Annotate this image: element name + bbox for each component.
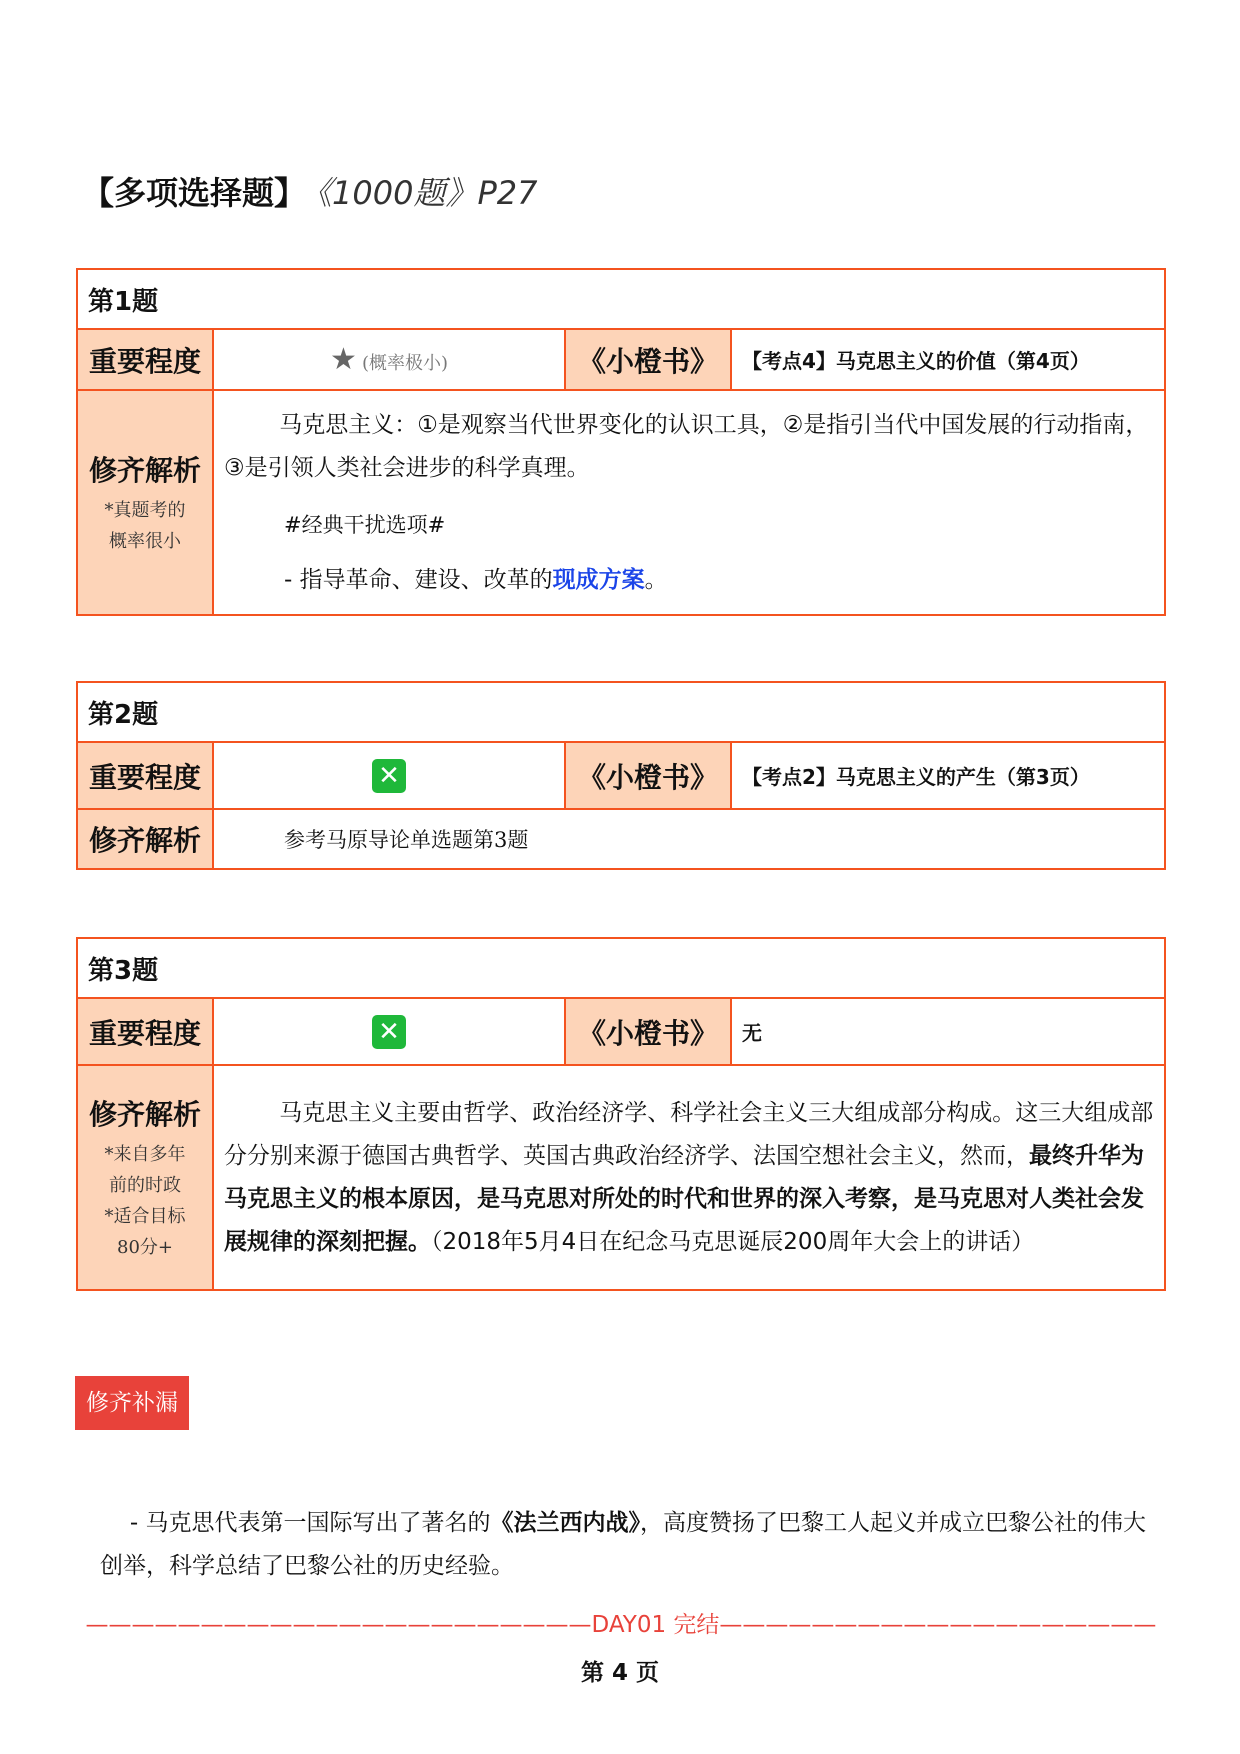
importance-label: 重要程度: [77, 998, 213, 1065]
note-line: 80分+: [117, 1236, 173, 1258]
note-line: *来自多年: [104, 1143, 186, 1165]
book-point: 【考点4】马克思主义的价值（第4页）: [731, 329, 1165, 390]
book-point: 无: [731, 998, 1165, 1065]
importance-value: [213, 329, 565, 390]
supplement-book: 《法兰西内战》: [490, 1510, 641, 1536]
analysis-content: [213, 390, 1165, 615]
question-title: 第3题: [77, 938, 1165, 998]
importance-value: [213, 742, 565, 809]
distractor-highlight: 现成方案: [552, 566, 645, 593]
book-label: 《小橙书》: [565, 329, 731, 390]
distractor-prefix: - 指导革命、建设、改革的: [284, 566, 553, 593]
analysis-text: [224, 1092, 1154, 1264]
book-point: 【考点2】马克思主义的产生（第3页）: [731, 742, 1165, 809]
importance-label: 重要程度: [77, 742, 213, 809]
distractor-item: [284, 559, 1154, 602]
note-line: 前的时政: [109, 1174, 181, 1196]
analysis-note: [78, 1139, 212, 1263]
analysis-text-bold: 最终升华为马克思主义的根本原因，是马克思对所处的时代和世界的深入考察，是马克思对人类社会发展规律的深刻把握。: [224, 1142, 1144, 1255]
question-1-table: [76, 268, 1166, 616]
analysis-note: [78, 495, 212, 557]
probability-note: (概率极小): [361, 353, 449, 374]
supplement-text-part: ，高度赞扬了巴黎工人起义并成立巴黎公社的伟大创举，科学总结了巴黎公社的历史经验。: [100, 1510, 1147, 1579]
analysis-label: 修齐解析: [77, 809, 213, 869]
analysis-content: [213, 1065, 1165, 1290]
title-text: 【多项选择题】: [82, 174, 307, 212]
title-source: 《1000题》P27: [316, 174, 538, 212]
book-label: 《小橙书》: [565, 742, 731, 809]
distractor-suffix: 。: [644, 566, 668, 593]
note-line: *真题考的: [104, 499, 186, 521]
analysis-label-cell: [77, 1065, 213, 1290]
analysis-label: 修齐解析: [88, 1097, 201, 1131]
question-title: 第2题: [77, 682, 1165, 742]
analysis-text: 马克思主义：①是观察当代世界变化的认识工具，②是指引当代中国发展的行动指南，③是引领人类社会进步的科学真理。: [224, 411, 1149, 481]
day-end-divider: ——————————————————————DAY01 完结———————————————————: [85, 1612, 1157, 1638]
importance-value: [213, 998, 565, 1065]
note-line: *适合目标: [104, 1205, 186, 1227]
supplement-tag: 修齐补漏: [75, 1376, 189, 1430]
analysis-text-part: 马克思主义主要由哲学、政治经济学、科学社会主义三大组成部分构成。这三大组成部分分别来源于德国古典哲学、英国古典政治经济学、法国空想社会主义，然而，: [224, 1099, 1154, 1169]
x-box-icon: ✕: [372, 1015, 406, 1049]
page-title: [82, 168, 537, 214]
question-title: 第1题: [77, 269, 1165, 329]
question-2-table: [76, 681, 1166, 870]
analysis-label-cell: [77, 390, 213, 615]
analysis-label: 修齐解析: [88, 453, 201, 487]
supplement-text: [100, 1502, 1166, 1588]
book-label: 《小橙书》: [565, 998, 731, 1065]
distractor-title: #经典干扰选项#: [284, 512, 446, 537]
importance-label: 重要程度: [77, 329, 213, 390]
star-icon: ★: [329, 342, 357, 377]
analysis-text: 参考马原导论单选题第3题: [213, 809, 1165, 869]
note-line: 概率很小: [109, 530, 181, 552]
x-box-icon: ✕: [372, 759, 406, 793]
page-number: 第 4 页: [580, 1660, 660, 1686]
supplement-text-part: - 马克思代表第一国际写出了著名的: [129, 1510, 491, 1536]
analysis-text-source: （2018年5月4日在纪念马克思诞辰200周年大会上的讲话）: [431, 1228, 1035, 1255]
question-3-table: [76, 937, 1166, 1291]
